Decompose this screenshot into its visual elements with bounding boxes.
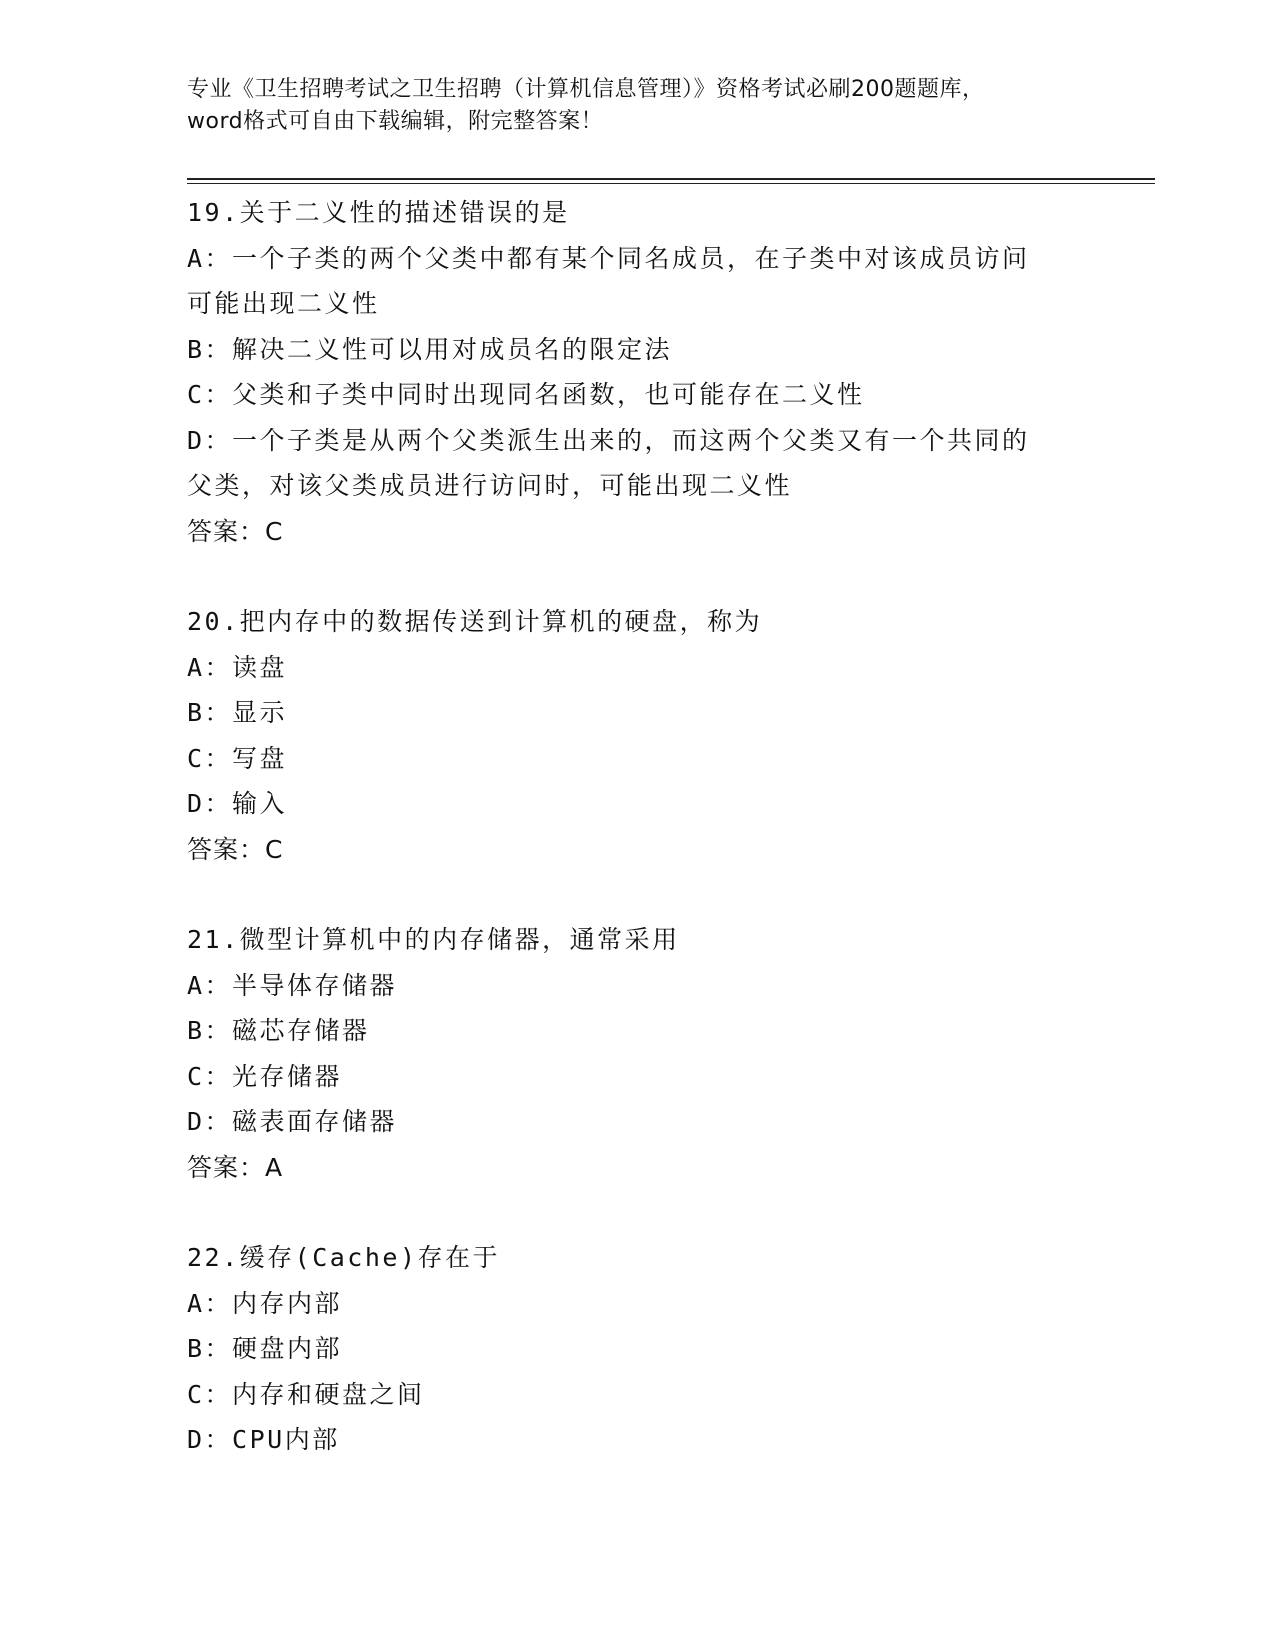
question-20 bbox=[187, 599, 1087, 872]
answer: 答案：A bbox=[187, 1152, 284, 1182]
option-a: A：内存内部 bbox=[187, 1288, 343, 1318]
question-19 bbox=[187, 190, 1087, 554]
header-line-1: 专业《卫生招聘考试之卫生招聘（计算机信息管理）》资格考试必刷200题题库， bbox=[187, 77, 985, 102]
question-stem: 20.把内存中的数据传送到计算机的硬盘，称为 bbox=[187, 607, 763, 636]
question-list bbox=[187, 190, 1087, 1463]
header-line-2: word格式可自由下载编辑，附完整答案！ bbox=[187, 109, 604, 134]
header-divider-thick bbox=[187, 178, 1155, 180]
option-a: A：读盘 bbox=[187, 652, 288, 682]
option-a: A：半导体存储器 bbox=[187, 970, 398, 1000]
option-d: D：输入 bbox=[187, 789, 288, 818]
option-d: D：一个子类是从两个父类派生出来的，而这两个父类又有一个共同的 bbox=[187, 425, 1030, 455]
question-stem: 21.微型计算机中的内存储器，通常采用 bbox=[187, 925, 680, 954]
question-stem: 19.关于二义性的描述错误的是 bbox=[187, 198, 570, 227]
option-d: D：CPU内部 bbox=[187, 1425, 340, 1454]
option-a: A：一个子类的两个父类中都有某个同名成员，在子类中对该成员访问 bbox=[187, 243, 1030, 273]
option-c: C：写盘 bbox=[187, 743, 288, 773]
option-b: B：解决二义性可以用对成员名的限定法 bbox=[187, 334, 673, 364]
question-22 bbox=[187, 1235, 1087, 1463]
document-header bbox=[187, 74, 1087, 138]
option-c: C：内存和硬盘之间 bbox=[187, 1379, 425, 1409]
option-a-continued: 可能出现二义性 bbox=[187, 289, 380, 318]
option-d: D：磁表面存储器 bbox=[187, 1107, 398, 1136]
option-c: C：光存储器 bbox=[187, 1061, 343, 1091]
question-stem: 22.缓存(Cache)存在于 bbox=[187, 1243, 501, 1272]
answer: 答案：C bbox=[187, 516, 284, 546]
option-d-continued: 父类，对该父类成员进行访问时，可能出现二义性 bbox=[187, 471, 793, 500]
question-21 bbox=[187, 917, 1087, 1190]
header-divider-thin bbox=[187, 183, 1155, 184]
option-b: B：磁芯存储器 bbox=[187, 1016, 370, 1045]
option-c: C：父类和子类中同时出现同名函数，也可能存在二义性 bbox=[187, 380, 865, 409]
option-b: B：硬盘内部 bbox=[187, 1334, 343, 1363]
option-b: B：显示 bbox=[187, 698, 288, 727]
answer: 答案：C bbox=[187, 834, 284, 864]
